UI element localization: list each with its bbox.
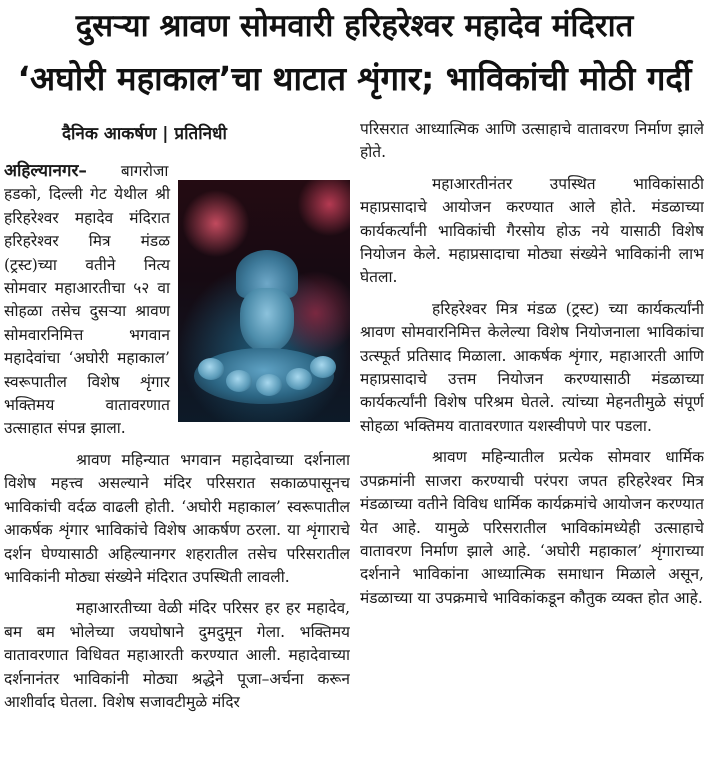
- article-column-right: [360, 118, 704, 774]
- article-column-left: [4, 160, 350, 774]
- idol-image: [178, 180, 350, 422]
- dateline: अहिल्यानगर–: [4, 161, 87, 181]
- article-paragraph: महाआरतीनंतर उपस्थित भाविकांसाठी महाप्रसादाचे आयोजन करण्यात आले होते. मंडळाच्या कार्यकर्त्यांनी भाविकांची गैरसोय होऊ नये यासाठी विशेष नियोजन केले. महाप्रसादाचा मोठ्या संख्येने भाविकांनी लाभ घेतला.: [360, 174, 704, 287]
- article-paragraph: परिसरात आध्यात्मिक आणि उत्साहाचे वातावरण निर्माण झाले होते.: [360, 120, 704, 162]
- article-paragraph: श्रावण महिन्यात भगवान महादेवाच्या दर्शनाला विशेष महत्त्व असल्याने मंदिर परिसरात सकाळपासूनच भाविकांची वर्दळ वाढली होती. ‘अघोरी महाकाल’ स्वरूपातील आकर्षक शृंगार भाविकांचे विशेष आकर्षण ठरला. या शृंगाराचे दर्शन घेण्यासाठी अहिल्यानगर शहरातील तसेच परिसरातील भाविकांनी मोठ्या संख्येने मंदिरात उपस्थिती लावली.: [4, 450, 350, 586]
- article-paragraph: अहिल्यानगर– बागरोजा हडको, दिल्ली गेट येथील श्री हरिहरेश्वर महादेव मंदिरात हरिहरेश्वर मित्र मंडळ (ट्रस्ट)च्या वतीने नित्य सोमवार महाआरतीचा ५२ वा सोहळा तसेच दुसऱ्या श्रावण सोमवारनिमित्त भगवान महादेवांचा ‘अघोरी महाकाल’ स्वरूपातील विशेष शृंगार भक्तिमय वातावरणात उत्साहात संपन्न झाला.: [4, 161, 170, 438]
- article-paragraph: श्रावण महिन्यातील प्रत्येक सोमवार धार्मिक उपक्रमांनी साजरा करण्याची परंपरा जपत हरिहरेश्वर मित्र मंडळाच्या वतीने विविध धार्मिक कार्यक्रमांचे आयोजन करण्यात येत आहे. यामुळे परिसरातील भाविकांमध्येही उत्साहाचे वातावरण निर्माण झाले आहे. ‘अघोरी महाकाल’ शृंगाराच्या दर्शनाने भाविकांना आध्यात्मिक समाधान मिळाले असून, मंडळाच्या या उपक्रमाचे भाविकांकडून कौतुक व्यक्त होत आहे.: [360, 448, 704, 607]
- headline-line-1: दुसऱ्या श्रावण सोमवारी हरिहरेश्वर महादेव मंदिरात: [75, 8, 634, 44]
- headline-line-2: ‘अघोरी महाकाल’चा थाटात शृंगार; भाविकांची मोठी गर्दी: [17, 59, 692, 98]
- article-paragraph: महाआरतीच्या वेळी मंदिर परिसर हर हर महादेव, बम बम भोलेच्या जयघोषाने दुमदुमून गेला. भक्तिमय वातावरणात विधिवत महाआरती करण्यात आली. महादेवाच्या दर्शनानंतर भाविकांनी मोठ्या श्रद्धेने पूजा–अर्चना करून आशीर्वाद घेतला. विशेष सजावटीमुळे मंदिर: [4, 599, 350, 711]
- byline: दैनिक आकर्षण | प्रतिनिधी: [62, 124, 227, 144]
- article-paragraph: हरिहरेश्वर मित्र मंडळ (ट्रस्ट) च्या कार्यकर्त्यांनी श्रावण सोमवारनिमित्त केलेल्या विशेष नियोजनाला भाविकांचा उत्स्फूर्त प्रतिसाद मिळाला. आकर्षक शृंगार, महाआरती आणि महाप्रसादाचे उत्तम नियोजन करण्यासाठी मंडळाच्या कार्यकर्त्यांनी विशेष परिश्रम घेतले. त्यांच्या मेहनतीमुळे संपूर्ण सोहळा भक्तिमय वातावरणात यशस्वीपणे पार पडला.: [360, 299, 704, 435]
- article-photo: [178, 180, 350, 422]
